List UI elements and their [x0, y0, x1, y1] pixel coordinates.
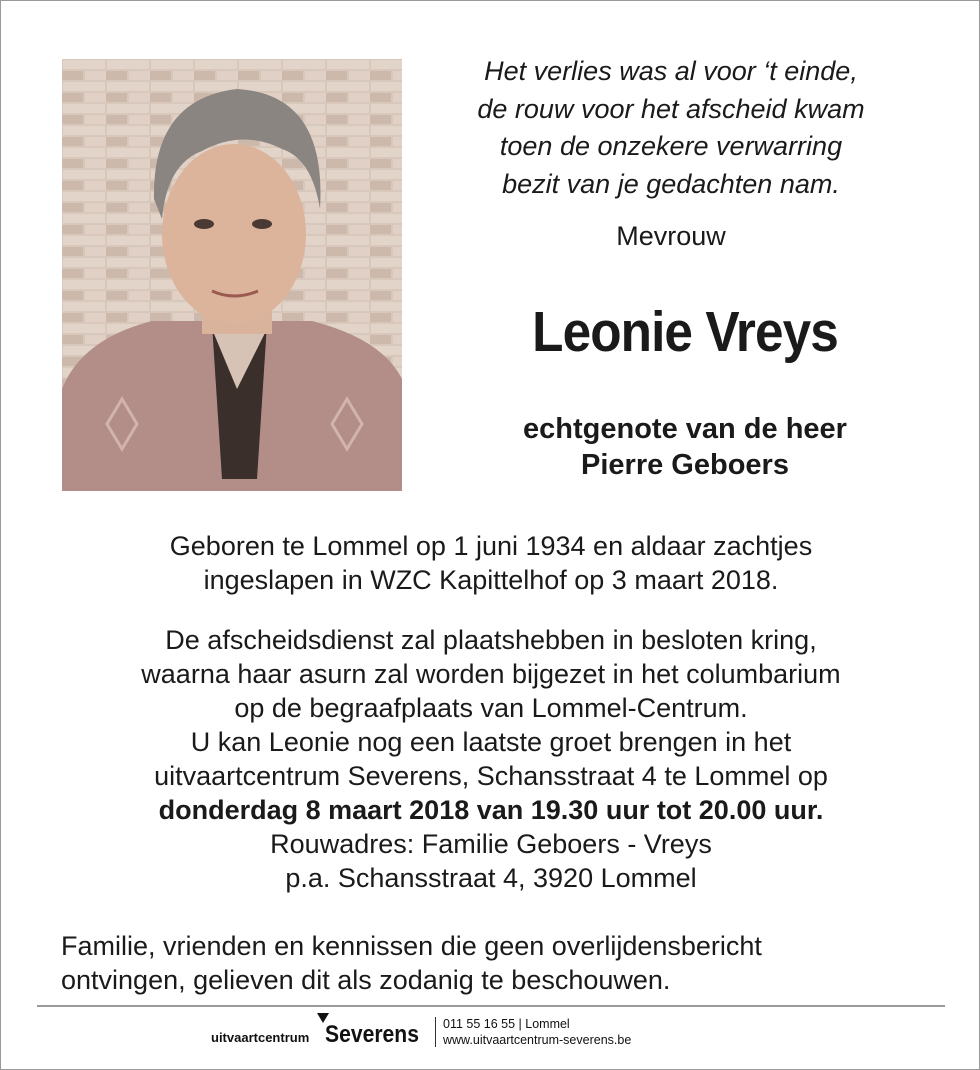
poem-line: Het verlies was al voor ‘t einde, [484, 56, 858, 86]
contact-phone: 011 55 16 55 | Lommel [443, 1017, 570, 1031]
poem-line: toen de onzekere verwarring [499, 131, 843, 161]
text-line: U kan Leonie nog een laatste groet brengen in het [190, 727, 792, 757]
deceased-name: Leonie Vreys [532, 300, 838, 364]
text-line: De afscheidsdienst zal plaatshebben in besloten kring, [165, 625, 817, 655]
poem-line: de rouw voor het afscheid kwam [477, 93, 865, 124]
birth-death-info [41, 529, 941, 597]
text-line: ingeslapen in WZC Kapittelhof op 3 maart 2018. [203, 565, 779, 595]
brand-name: Severens [325, 1021, 419, 1048]
service-info [41, 623, 941, 895]
divider [37, 1005, 945, 1007]
mourning-address: p.a. Schansstraat 4, 3920 Lommel [285, 863, 697, 893]
text-line: Geboren te Lommel op 1 juni 1934 en aldaar zachtjes [169, 531, 813, 561]
text-line: waarna haar asurn zal worden bijgezet in het columbarium [141, 659, 841, 689]
brand-prefix: uitvaartcentrum [211, 1030, 310, 1045]
spouse-line: echtgenote van de heer [523, 413, 847, 445]
text-line: uitvaartcentrum Severens, Schansstraat 4 te Lommel op [154, 761, 828, 791]
memorial-poem [421, 53, 921, 203]
poem-line: bezit van je gedachten nam. [502, 168, 840, 199]
spouse-name: Pierre Geboers [581, 449, 789, 481]
contact-info [443, 1016, 631, 1048]
visitation-datetime: donderdag 8 maart 2018 van 19.30 uur tot 20.00 uur. [158, 795, 824, 825]
contact-website[interactable]: www.uitvaartcentrum-severens.be [443, 1033, 632, 1047]
footer-divider [435, 1017, 436, 1047]
honorific: Mevrouw [616, 221, 726, 251]
mourning-address-label: Rouwadres: Familie Geboers - Vreys [270, 829, 712, 859]
family-notice [61, 929, 941, 997]
portrait-photo [62, 59, 402, 491]
text-line: op de begraafplaats van Lommel-Centrum. [234, 693, 748, 723]
text-line: Familie, vrienden en kennissen die geen overlijdensbericht [61, 931, 762, 961]
spouse-info [421, 411, 949, 483]
funeral-home-footer [211, 1013, 731, 1053]
text-line: ontvingen, gelieven dit als zodanig te beschouwen. [61, 965, 671, 995]
